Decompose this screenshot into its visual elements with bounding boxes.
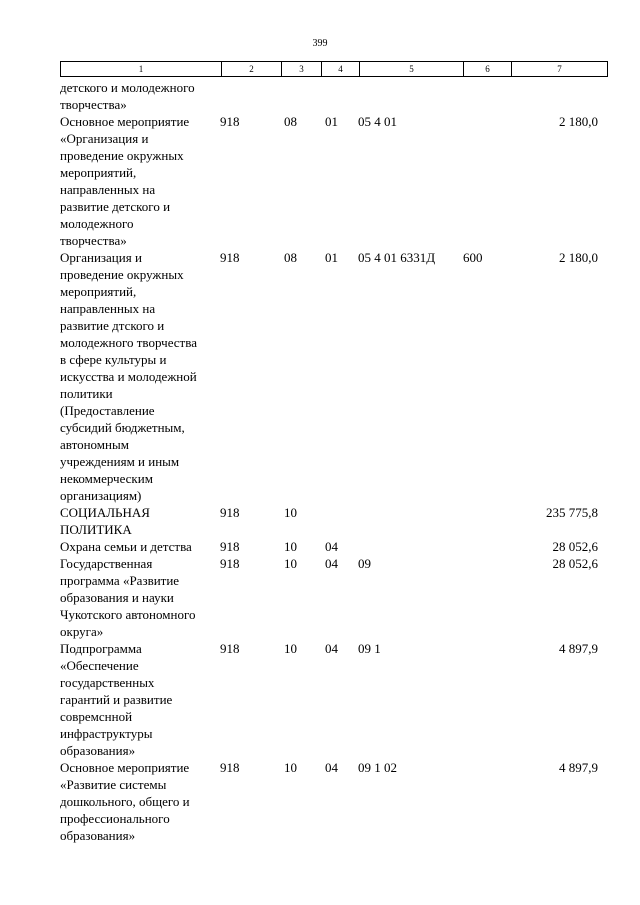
header-col-4: 4 <box>321 62 359 76</box>
table-header <box>60 61 608 77</box>
row-amount: 28 052,6 <box>552 539 598 554</box>
row-admin-code: 918 <box>220 505 240 520</box>
table-row <box>60 538 608 555</box>
row-admin-code: 918 <box>220 641 240 656</box>
row-target-code: 09 <box>358 556 371 571</box>
table-row <box>60 555 608 640</box>
row-subsection-code: 04 <box>325 556 338 571</box>
row-section-code: 10 <box>284 556 297 571</box>
row-admin-code: 918 <box>220 760 240 775</box>
row-target-code: 09 1 02 <box>358 760 397 775</box>
header-col-6: 6 <box>463 62 511 76</box>
row-name: СОЦИАЛЬНАЯ ПОЛИТИКА <box>60 505 150 537</box>
row-section-code: 10 <box>284 641 297 656</box>
row-expense-type: 600 <box>463 250 483 265</box>
table-row <box>60 640 608 759</box>
row-amount: 2 180,0 <box>559 114 598 129</box>
row-name: детского и молодежного творчества» <box>60 80 195 112</box>
row-amount: 28 052,6 <box>552 556 598 571</box>
header-col-1: 1 <box>138 64 144 74</box>
row-section-code: 08 <box>284 114 297 129</box>
row-subsection-code: 01 <box>325 114 338 129</box>
row-amount: 4 897,9 <box>559 641 598 656</box>
row-name: Основное мероприятие «Развитие системы дошкольного, общего и профессионального образования» <box>60 760 190 843</box>
row-target-code: 05 4 01 <box>358 114 397 129</box>
row-subsection-code: 04 <box>325 641 338 656</box>
header-col-2: 2 <box>221 62 281 76</box>
row-section-code: 10 <box>284 539 297 554</box>
row-admin-code: 918 <box>220 539 240 554</box>
header-col-3: 3 <box>281 62 321 76</box>
row-subsection-code: 04 <box>325 539 338 554</box>
row-name: Подпрограмма «Обеспечение государственных гарантий и развитие совремснной инфраструктуры образования» <box>60 641 173 758</box>
row-amount: 235 775,8 <box>546 505 598 520</box>
row-name: Государственная программа «Развитие образования и науки Чукотского автономного округа» <box>60 556 196 639</box>
row-admin-code: 918 <box>220 556 240 571</box>
row-subsection-code: 04 <box>325 760 338 775</box>
table-row <box>60 113 608 249</box>
table-row <box>60 249 608 504</box>
row-admin-code: 918 <box>220 250 240 265</box>
row-target-code: 05 4 01 6331Д <box>358 250 436 265</box>
row-section-code: 10 <box>284 760 297 775</box>
row-target-code: 09 1 <box>358 641 381 656</box>
row-name: Основное мероприятие «Организация и проведение окружных мероприятий, направленных на развитие детского и молодежного творчества» <box>60 114 190 248</box>
row-name: Организация и проведение окружных мероприятий, направленных на развитие дтского и молодежного творчества в сфере культуры и искусства и молодежной политики (Предоставление субсидий бюджетным, автономным учреждениям и иным некоммерческим организациям) <box>60 250 197 503</box>
budget-table-body <box>60 79 608 844</box>
row-subsection-code: 01 <box>325 250 338 265</box>
row-amount: 2 180,0 <box>559 250 598 265</box>
header-col-5: 5 <box>359 62 463 76</box>
table-row <box>60 759 608 844</box>
page-number: 399 <box>312 38 328 49</box>
header-col-7: 7 <box>511 62 607 76</box>
row-name: Охрана семьи и детства <box>60 539 192 554</box>
row-amount: 4 897,9 <box>559 760 598 775</box>
table-row <box>60 504 608 538</box>
row-section-code: 08 <box>284 250 297 265</box>
row-section-code: 10 <box>284 505 297 520</box>
table-row <box>60 79 608 113</box>
row-admin-code: 918 <box>220 114 240 129</box>
